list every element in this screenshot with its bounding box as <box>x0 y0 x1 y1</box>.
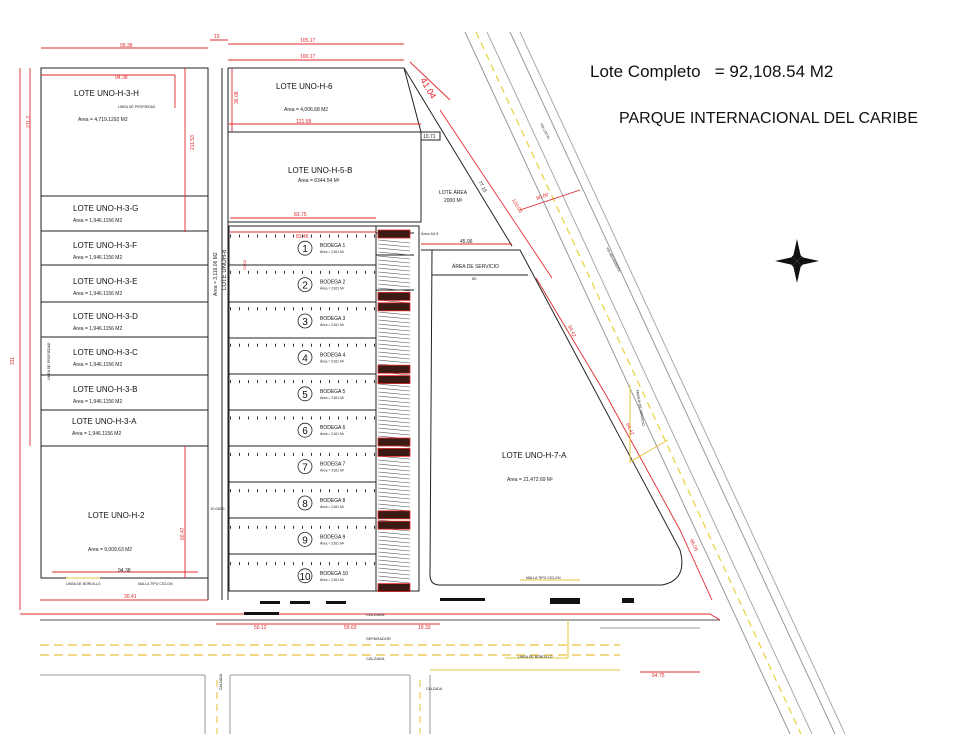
lot-h6-area: Area = 4,006.68 M2 <box>284 107 329 113</box>
bodega-5 <box>298 387 346 401</box>
lot-h3g-name: LOTE UNO-H-3-G <box>73 204 139 213</box>
hatch-line <box>378 576 410 579</box>
dim-77: 77.15 <box>476 180 488 194</box>
bodega-name: BODEGA 3 <box>320 316 346 322</box>
calzada2-label: CALZADA <box>366 656 385 661</box>
hatch-line <box>378 324 410 327</box>
lot-h7a-outline <box>404 68 682 585</box>
lot-h8-name: LOTE UNOH-8 <box>222 249 228 290</box>
bodega-4 <box>298 350 346 364</box>
hatch-line <box>378 536 410 539</box>
dim-36: 36.08 <box>234 91 240 104</box>
lot-h5b-area: Area = 6344.54 M² <box>298 178 340 184</box>
hatch-line <box>378 384 410 387</box>
hatch-line <box>378 540 410 543</box>
linea-bordillo-label: LINEA DE BORDILLO <box>66 582 101 586</box>
dim-41: 41.04 <box>418 76 439 101</box>
dim-46: 45.96 <box>460 239 473 245</box>
hatch-line <box>378 244 410 247</box>
lot-h3d-area: Area = 1,946.1156 M2 <box>73 326 123 332</box>
hatch-line <box>378 388 410 391</box>
bodega-area: Área = 2161 M² <box>320 286 345 291</box>
hatch-line <box>378 276 410 279</box>
bodega-number: 4 <box>302 353 308 365</box>
bodega-area: Área = 2161 M² <box>320 395 345 400</box>
bodega-area: Área = 2161 M² <box>320 505 345 509</box>
hatch-line <box>378 492 410 495</box>
bodega-area: Área = 2161 M² <box>320 541 345 546</box>
bodega-number: 8 <box>302 499 308 510</box>
lot-h3e-name: LOTE UNO-H-3-E <box>73 277 138 286</box>
property-outline <box>41 68 208 578</box>
dim-121: 121.58 <box>296 119 312 125</box>
hatch-line <box>378 552 410 555</box>
bodega-10 <box>298 569 348 583</box>
lote-area-name: LOTE ÁREA <box>439 190 468 196</box>
hatch-line <box>378 356 410 359</box>
hatch-line <box>378 344 410 347</box>
hatch-line <box>378 336 410 339</box>
hatch-line <box>378 408 410 411</box>
hatch-line <box>378 432 410 435</box>
bodega-name: BODEGA 1 <box>320 243 346 250</box>
dim-59: 59.63 <box>344 625 357 631</box>
dim-80: 80.00 <box>535 191 550 202</box>
hatch-line <box>378 544 410 547</box>
bodega-name: BODEGA 10 <box>320 570 349 577</box>
calzada-right-label: CALZADA <box>426 687 443 691</box>
hatch-line <box>378 532 410 535</box>
bodega-dock <box>378 292 410 300</box>
bodega-dock <box>378 521 410 529</box>
bodega-dock <box>378 511 410 519</box>
bodega-name: BODEGA 7 <box>320 461 346 468</box>
calzada-label: CALZADA <box>366 612 385 617</box>
dim-60: 60.47 <box>180 527 186 540</box>
hatch-line <box>378 424 410 427</box>
bodega-area: Área = 2161 M² <box>320 323 345 327</box>
bodega-1 <box>298 241 346 255</box>
right-road <box>465 32 845 734</box>
bodega-2 <box>298 278 346 292</box>
bodega-dock <box>378 365 410 373</box>
dim-94a: 94.38 <box>115 75 128 81</box>
dim-20: 20.00 <box>242 259 247 270</box>
lot-h3e-area: Area = 1,946.1156 M2 <box>73 291 123 297</box>
lot-h3a-name: LOTE UNO-H-3-A <box>72 417 137 426</box>
bodega-number: 3 <box>302 317 308 328</box>
bodega-number: 7 <box>302 462 308 474</box>
via-right2-label: VIA MEDIANERA <box>605 246 622 273</box>
dim-105: 105.17 <box>300 38 316 44</box>
lot-h6-name: LOTE UNO-H-6 <box>276 82 333 91</box>
hatch-line <box>378 280 410 283</box>
lot-h7a-area: Area = 21,472.69 M² <box>507 477 553 483</box>
lot-h3h-name: LOTE UNO-H-3-H <box>74 89 139 98</box>
hatch-line <box>378 328 410 331</box>
dim-top-mid: 10 <box>214 34 220 40</box>
north-arrow-icon <box>775 239 819 283</box>
calzada-v-label: CALZADA <box>219 673 223 690</box>
bodega-3 <box>298 314 346 328</box>
dim-64r: 64.42 <box>624 422 635 437</box>
dim-94r: 94.42 <box>566 324 577 339</box>
dim-50-12: 50.12 <box>254 625 267 631</box>
lot-h3a-area: Area = 1,946.1156 M2 <box>72 431 122 437</box>
hatch-line <box>378 404 410 407</box>
hatch-line <box>378 240 410 243</box>
dim-30: 30.41 <box>124 594 137 600</box>
lot-h3c-name: LOTE UNO-H-3-C <box>73 348 138 357</box>
bodega-labels <box>298 241 348 583</box>
bodega-name: BODEGA 6 <box>320 425 346 432</box>
dim-top-left: 99.38 <box>120 43 133 49</box>
linea-bordillo2-label: LINEA DE BORDILLO <box>518 655 553 659</box>
hatch-line <box>378 476 410 479</box>
hatch-line <box>378 360 410 363</box>
hatch-line <box>378 272 410 275</box>
bodega-number: 5 <box>302 389 308 401</box>
dim-10000: 10.0000 <box>210 506 225 511</box>
equipment-marks <box>244 598 634 615</box>
hatch-line <box>378 320 410 323</box>
bodega-name: BODEGA 4 <box>320 352 346 359</box>
hatch-line <box>378 268 410 271</box>
hatch-line <box>378 556 410 559</box>
lot-h2-area: Area = 9,009.63 M2 <box>88 547 133 553</box>
bodega-dock <box>378 448 410 456</box>
bodega-area: Área = 2161 M² <box>320 250 345 255</box>
via-right-label: VIA LOCAL <box>539 122 552 141</box>
hatch-line <box>378 568 410 571</box>
lot-h3h-area: Area = 4,719.1292 M2 <box>78 117 128 123</box>
dim-100: 100.17 <box>300 54 316 60</box>
dim-66: 66.06 <box>688 538 699 553</box>
lot-h3f-name: LOTE UNO-H-3-F <box>73 241 137 250</box>
dim-19: 19.33 <box>418 625 431 631</box>
yellow-leaders <box>66 385 668 658</box>
malla2-label: MALLA TIPO CICLON <box>526 576 561 580</box>
hatch-line <box>378 312 410 315</box>
lot-h3f-area: Area = 1,946.1156 M2 <box>73 255 123 261</box>
hatch-line <box>378 396 410 399</box>
lot-h3b-area: Area = 1,946.1156 M2 <box>73 399 123 405</box>
bodega-dock <box>378 230 410 238</box>
area-servicio-label: ÁREA DE SERVICIO <box>452 264 499 270</box>
hatch-line <box>378 460 410 463</box>
lot-h2-name: LOTE UNO-H-2 <box>88 511 145 520</box>
hatch-line <box>378 256 410 259</box>
bodega-6 <box>298 423 346 437</box>
hatch-line <box>378 496 410 499</box>
hatch-line <box>378 504 410 507</box>
linea-prop-v-label: LINEA DE PROPIEDAD <box>47 342 51 380</box>
hatch-line <box>378 412 410 415</box>
bodega-dock <box>378 376 410 384</box>
franja-label: FRANJA DE SERVICIO <box>635 389 646 427</box>
hatch-line <box>378 580 410 583</box>
lot-h3c-area: Area = 1,946.1156 M2 <box>73 362 123 368</box>
lote-area-value: 2000 M² <box>444 198 463 204</box>
lot-h3b-name: LOTE UNO-H-3-B <box>73 385 138 394</box>
hatch-line <box>378 392 410 395</box>
hatch-line <box>378 316 410 319</box>
central-strip <box>208 68 228 600</box>
bodega-dock <box>378 584 410 592</box>
hatch-line <box>378 480 410 483</box>
dim-94b: 94.38 <box>118 568 131 574</box>
hatch-line <box>378 428 410 431</box>
bodega-name: BODEGA 2 <box>320 279 346 286</box>
hatch-line <box>378 416 410 419</box>
dim-10-71: 10.71 <box>423 134 436 140</box>
dim-311: 311 <box>10 357 16 365</box>
hatch-line <box>378 264 410 267</box>
hatch-line <box>378 464 410 467</box>
dim-83b: 83.45 <box>296 234 309 240</box>
bodega-area: Área = 2161 M² <box>320 432 345 437</box>
separador-label: SEPARADOR <box>366 636 391 641</box>
bodega-name: BODEGA 5 <box>320 388 346 395</box>
dim-211: 211.53 <box>190 135 196 150</box>
bodega-number: 2 <box>302 280 308 292</box>
hatch-line <box>378 560 410 563</box>
hatch-line <box>378 284 410 287</box>
bottom-road <box>20 614 720 734</box>
lot-h5b-name: LOTE UNO-H-5-B <box>288 166 353 175</box>
bodega-name: BODEGA 9 <box>320 534 346 541</box>
hatch-line <box>378 348 410 351</box>
dim-50: 50 <box>472 276 477 281</box>
hatch-line <box>378 468 410 471</box>
bodega-area: Área = 2161 M² <box>320 577 345 582</box>
bodega-number: 10 <box>299 571 311 583</box>
lot-h3d-name: LOTE UNO-H-3-D <box>73 312 138 321</box>
dim-83: 83.75 <box>294 212 307 218</box>
hatch-line <box>378 472 410 475</box>
bodega-dock <box>378 303 410 311</box>
hatch-line <box>378 484 410 487</box>
hatch-line <box>378 564 410 567</box>
lot-h3g-area: Area = 1,946.1156 M2 <box>73 218 123 224</box>
bodega-area: Área = 2161 M² <box>320 359 345 364</box>
hatch-line <box>378 548 410 551</box>
bodega-number: 9 <box>302 535 308 547</box>
bodega-name: BODEGA 8 <box>320 498 346 504</box>
upper-lots <box>228 68 440 222</box>
lot-h7a-name: LOTE UNO-H-7-A <box>502 451 567 460</box>
malla-label: MALLA TIPO CICLON <box>138 582 173 586</box>
dim-64-75: 64.75 <box>652 673 665 679</box>
bodega-area: Área = 2161 M² <box>320 468 345 473</box>
bodega-9 <box>298 532 346 546</box>
park-name: PARQUE INTERNACIONAL DEL CARIBE <box>619 110 919 127</box>
bodega-number: 6 <box>302 426 308 438</box>
bodega-dock <box>378 438 410 446</box>
hatch-line <box>378 400 410 403</box>
bodega-7 <box>298 460 346 474</box>
hatch-line <box>378 488 410 491</box>
lot-h8-area: Area = 3,116.06 M2 <box>213 252 219 296</box>
bodega-8 <box>298 496 346 510</box>
hatch-line <box>378 332 410 335</box>
hatch-line <box>378 260 410 263</box>
hatch-line <box>378 248 410 251</box>
bodega-number: 1 <box>302 244 308 256</box>
hatch-line <box>378 500 410 503</box>
dim-120: 120.00 <box>510 198 524 215</box>
lot-h3h-note: LINEA DE PROPIEDAD <box>118 105 156 109</box>
hatch-line <box>378 420 410 423</box>
hatch-line <box>378 340 410 343</box>
lote-completo-label: Lote Completo <box>590 62 701 81</box>
dim-area-64: Área 64.9 <box>421 231 439 236</box>
dim-212: 211.2 <box>26 115 32 128</box>
hatch-line <box>378 352 410 355</box>
lote-completo-value: = 92,108.54 M2 <box>714 62 834 81</box>
hatch-line <box>378 572 410 575</box>
